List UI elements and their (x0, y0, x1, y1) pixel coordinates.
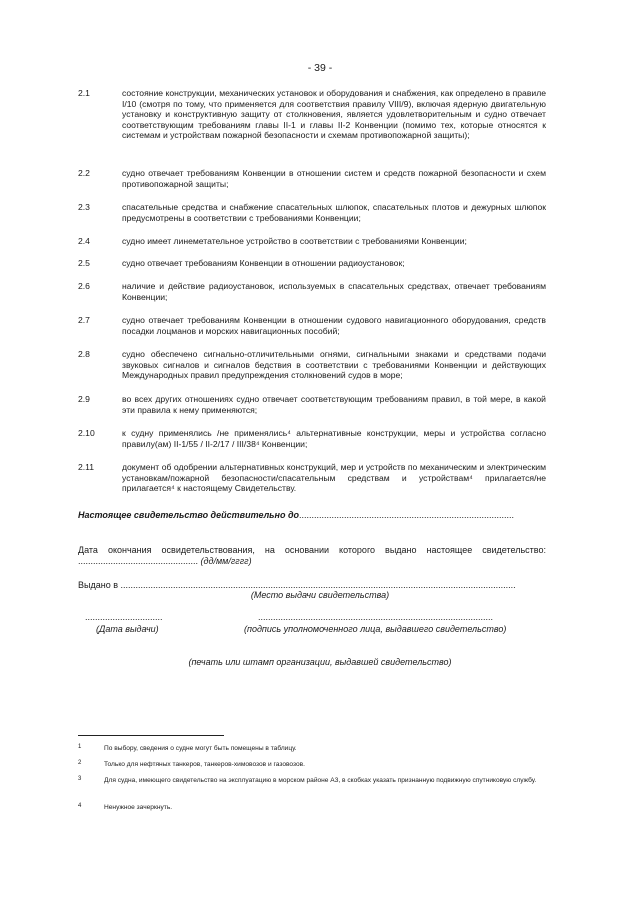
issued-dots: .............................................................................................................................................................. (120, 580, 516, 590)
signature-caption: (подпись уполномоченного лица, выдавшего свидетельство) (244, 624, 507, 634)
validity-dots: ...................................................................................... (299, 510, 515, 520)
date-dots: ............................... (85, 612, 163, 622)
footnote-number: 2 (78, 760, 82, 766)
stamp-caption: (печать или штамп организации, выдавшей свидетельство) (188, 657, 452, 667)
item-text: судно обеспечено сигнально-отличительными огнями, сигнальными знаками и средствами подачи звуковых сигналов и сигналов бедствия в соответствии с требованиями Конвенции и действующих Международных правил предупреждения столкновений судов в море; (122, 349, 546, 381)
item-number: 2.5 (78, 258, 90, 268)
page-number: - 39 - (307, 62, 333, 74)
item-number: 2.6 (78, 281, 90, 291)
place-caption: (Место выдачи свидетельства) (250, 590, 390, 600)
footnote-divider (78, 735, 224, 736)
list-item (78, 315, 546, 336)
issued-at-line (78, 580, 546, 590)
list-item (78, 394, 546, 415)
date-caption: (Дата выдачи) (96, 624, 159, 634)
item-text: состояние конструкции, механических установок и оборудования и снабжения, как определено в правиле I/10 (смотря по тому, что применяется для соответствия правилу VIII/9), включая ядерную двигательную установку и конструктивную защиту от столкновения, является удовлетворительным и судно отвечает соответствующим требованиям главы II-1 и главы II-2 Конвенции (помимо тех, которые относятся к системам и устройствам пожарной безопасности и схемам противопожарной защиты); (122, 88, 546, 141)
item-number: 2.3 (78, 202, 90, 212)
footnote-number: 3 (78, 776, 82, 782)
item-number: 2.8 (78, 349, 90, 359)
footnote (78, 803, 546, 812)
footnote-text: Только для нефтяных танкеров, танкеров-химовозов и газовозов. (104, 761, 305, 768)
item-number: 2.9 (78, 394, 90, 404)
list-item (78, 88, 546, 141)
item-text: судно отвечает требованиям Конвенции в отношении судового навигационного оборудования, средств посадки лоцманов и морских навигационных пособий; (122, 315, 546, 336)
list-item (78, 202, 546, 223)
item-text: во всех других отношениях судно отвечает соответствующим требованиям правил, в той мере, в какой эти правила к нему применяются; (122, 394, 546, 415)
footnote (78, 744, 546, 753)
item-text: наличие и действие радиоустановок, используемых в спасательных средствах, отвечает требованиям Конвенции; (122, 281, 546, 302)
item-text: судно отвечает требованиям Конвенции в отношении радиоустановок; (122, 258, 405, 268)
survey-date-line (78, 545, 546, 567)
item-number: 2.2 (78, 168, 90, 178)
list-item (78, 462, 546, 494)
item-text: судно отвечает требованиям Конвенции в отношении систем и средств пожарной безопасности и схем противопожарной защиты; (122, 168, 546, 189)
item-number: 2.1 (78, 88, 90, 98)
footnote-text: Для судна, имеющего свидетельство на эксплуатацию в морском районе А3, в скобках указать признанную подвижную спутниковую службу. (104, 777, 537, 784)
footnote (78, 760, 546, 769)
signature-dots: .............................................................................................. (258, 612, 494, 622)
validity-label: Настоящее свидетельство действительно до (78, 510, 300, 520)
footnote-text: Ненужное зачеркнуть. (104, 804, 173, 811)
footnote-number: 1 (78, 744, 82, 750)
item-text: документ об одобрении альтернативных конструкций, мер и устройств по механическим и электрическим установкам/пожарной безопасности/спасательным средствам и устройствам⁴ прилагается/не прилагается⁴ к настоящему Свидетельству. (122, 462, 546, 494)
item-text: судно имеет линеметательное устройство в соответствии с требованиями Конвенции; (122, 236, 467, 246)
list-item (78, 258, 546, 269)
validity-line (78, 510, 546, 520)
item-number: 2.7 (78, 315, 90, 325)
list-item (78, 168, 546, 189)
list-item (78, 428, 546, 449)
item-text: спасательные средства и снабжение спасательных шлюпок, спасательных плотов и дежурных шлюпок предусмотрены в соответствии с требованиями Конвенции; (122, 202, 546, 223)
item-number: 2.11 (78, 462, 95, 472)
footnote (78, 776, 546, 785)
list-item (78, 236, 546, 247)
item-text: к судну применялись /не применялись⁴ альтернативные конструкции, меры и устройства согласно правилу(ам) II-1/55 / II-2/17 / III/38⁴ Конвенции; (122, 428, 546, 449)
issued-label: Выдано в (78, 580, 118, 590)
list-item (78, 281, 546, 302)
item-number: 2.10 (78, 428, 95, 438)
survey-date-format: (дд/мм/гггг) (200, 556, 252, 566)
survey-text: Дата окончания освидетельствования, на основании которого выдано настоящее свидетельство: ................................................ (78, 545, 546, 566)
footnote-number: 4 (78, 803, 82, 809)
item-number: 2.4 (78, 236, 90, 246)
list-item (78, 349, 546, 381)
footnote-text: По выбору, сведения о судне могут быть помещены в таблицу. (104, 745, 297, 752)
